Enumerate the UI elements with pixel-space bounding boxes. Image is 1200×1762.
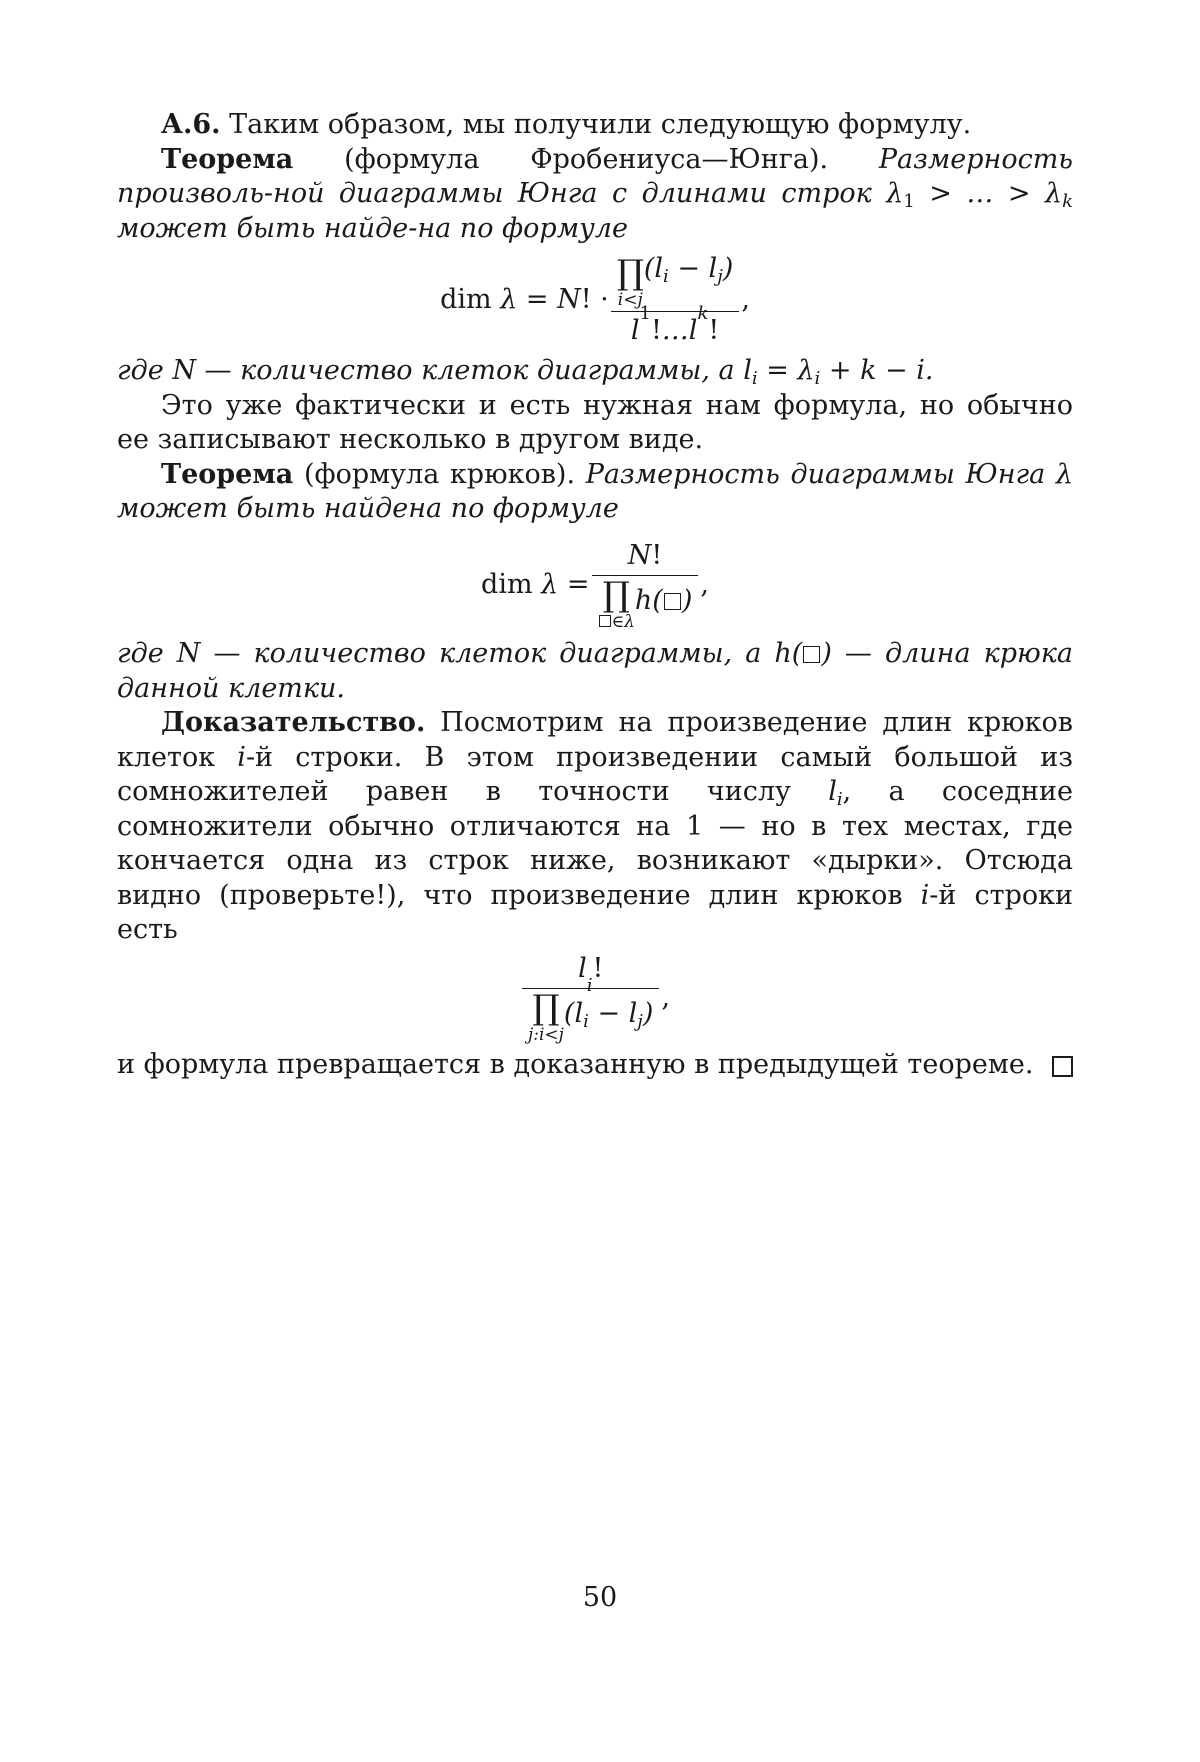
product-operator: ∏ i<j bbox=[616, 252, 644, 310]
theorem-hook bbox=[117, 458, 1073, 527]
formula-comma: , bbox=[741, 283, 750, 315]
section-label: А.6. bbox=[161, 109, 221, 140]
formula-fraction bbox=[611, 252, 740, 348]
fraction-denominator: ∏ j:i<j $(l_i - l_j)$ bbox=[527, 988, 654, 1045]
box-icon bbox=[803, 646, 820, 663]
proof-label: Доказательство. bbox=[161, 707, 426, 738]
product-operator: ∏ ∈λ bbox=[598, 578, 635, 631]
formula-lhs: dim λ = bbox=[481, 568, 590, 600]
box-icon bbox=[664, 593, 681, 610]
theorem-label: Теорема bbox=[161, 143, 294, 175]
paragraph-remark: Это уже фактически и есть нужная нам формула, но обычно ее записывают несколько в другом виде. bbox=[117, 389, 1073, 455]
formula-fraction bbox=[522, 952, 659, 1045]
hook-symbol: h( ) bbox=[774, 638, 832, 669]
theorem-label: Теорема bbox=[161, 458, 294, 490]
formula-hook bbox=[117, 539, 1073, 632]
theorem-name: (формула крюков). bbox=[293, 458, 576, 490]
formula-fraction bbox=[592, 539, 699, 632]
fraction-numerator: l i ! bbox=[578, 952, 604, 996]
fraction-numerator: ∏ i<j $(l_i - l_j)$ bbox=[616, 252, 734, 310]
where-clause-2: где N — количество клеток диаграммы, а h( ) — длина крюка данной клетки. bbox=[117, 638, 1073, 704]
theorem-statement-a: Размерность произволь-ной диаграммы Юнга с длинами строк bbox=[117, 143, 1073, 209]
intro-text: Таким образом, мы получили следующую формулу. bbox=[220, 109, 972, 140]
formula-comma: , bbox=[661, 981, 671, 1013]
formula-lhs: dim λ = N! · bbox=[440, 283, 609, 315]
final-paragraph: и формула превращается в доказанную в предыдущей теореме. bbox=[117, 1048, 1073, 1083]
formula-frobenius bbox=[117, 252, 1073, 348]
qed-square-icon bbox=[1052, 1056, 1073, 1077]
product-operator: ∏ j:i<j bbox=[527, 988, 564, 1045]
theorem-statement: Размерность диаграммы Юнга λ может быть найдена по формуле bbox=[117, 458, 1074, 524]
formula-row-product bbox=[117, 952, 1073, 1045]
theorem-statement-b: может быть найде-на по формуле bbox=[117, 212, 628, 244]
theorem-frobenius bbox=[117, 143, 1073, 247]
where-clause-1: где N — количество клеток диаграммы, а $l_i = \lambda_i + k - i$. bbox=[117, 355, 934, 389]
proof-paragraph: Доказательство. Посмотрим на произведение длин крюков клеток i-й строки. В этом произведении самый большой из сомножителей равен в точности числу $l_i$, а соседние сомножители обычно отличаются на 1 — но в тех местах, где кончается одна из строк ниже, возникают «дырки». Отсюда видно (проверьте!), что произведение длин крюков i-й строки есть bbox=[117, 707, 1073, 945]
fraction-denominator: l 1 ! …l k ! bbox=[630, 302, 720, 346]
page-number: 50 bbox=[582, 1582, 618, 1613]
formula-comma: , bbox=[700, 568, 709, 600]
theorem-name: (формула Фробениуса—Юнга). bbox=[293, 143, 829, 175]
li-definition: $l_i = \lambda_i + k - i$. bbox=[743, 355, 934, 389]
fraction-denominator: ∏ ∈λ h( ) bbox=[592, 576, 699, 631]
fraction-numerator: N ! bbox=[627, 539, 663, 571]
lambda-sequence: $\lambda_1$ > … > $\lambda_k$ bbox=[886, 178, 1073, 212]
page-body bbox=[117, 108, 1073, 1083]
paragraph-intro bbox=[117, 108, 1073, 143]
